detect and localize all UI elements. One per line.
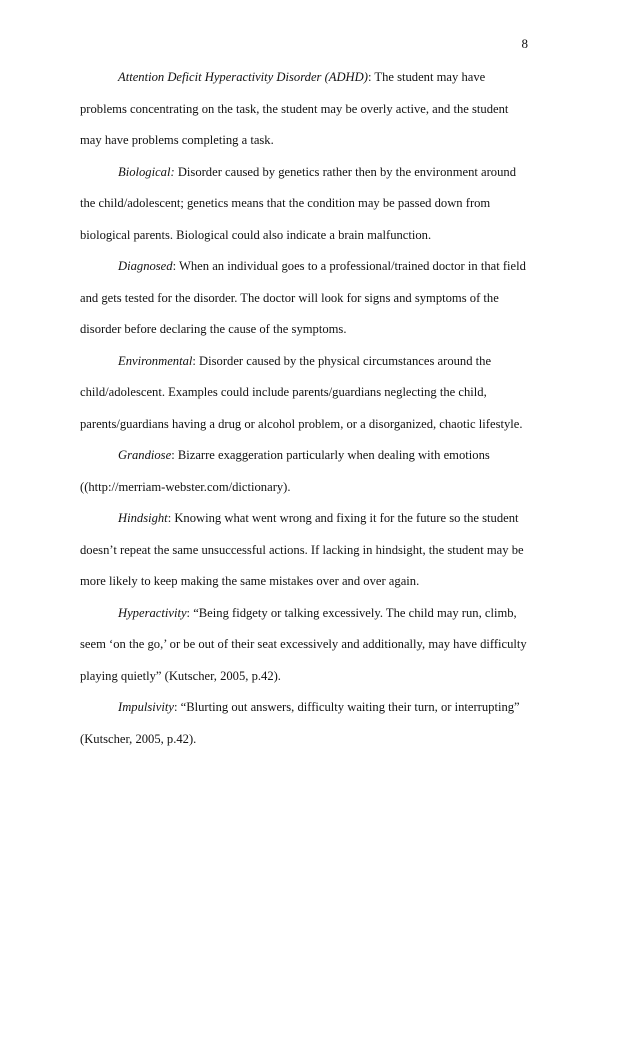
glossary-definition: The student may have problems concentrating on the task, the student may be overly active, and the student may have problems completing a task.: [80, 70, 509, 147]
glossary-term: Hindsight: [118, 511, 168, 525]
glossary-entry-hyperactivity: [80, 598, 530, 693]
term-separator: :: [167, 511, 172, 525]
glossary-term: Biological:: [118, 164, 175, 179]
glossary-term: Environmental: [118, 353, 193, 368]
glossary-entry-impulsivity: [80, 692, 530, 755]
term-separator: :: [172, 259, 177, 273]
glossary-definition: “Blurting out answers, difficulty waiting their turn, or interrupting” (Kutscher, 2005, p.42).: [80, 700, 520, 746]
glossary-entry-biological: [80, 157, 530, 252]
term-separator: :: [192, 353, 196, 368]
glossary-term: Grandiose: [118, 448, 172, 462]
glossary-definition: Disorder caused by genetics rather then by the environment around the child/adolescent; genetics means that the condition may be passed down from biological parents. Biological could also indicate a brain malfunction.: [80, 164, 516, 242]
glossary-term: Attention Deficit Hyperactivity Disorder (ADHD): [118, 70, 368, 84]
glossary-body: [80, 62, 530, 755]
term-separator: :: [171, 448, 175, 462]
glossary-term: Diagnosed: [118, 259, 173, 273]
glossary-definition: Knowing what went wrong and fixing it for the future so the student doesn’t repeat the same unsuccessful actions. If lacking in hindsight, the student may be more likely to keep making the same mistakes over and over again.: [80, 511, 524, 588]
glossary-entry-adhd: [80, 62, 530, 157]
term-separator: :: [367, 70, 375, 84]
glossary-entry-diagnosed: [80, 251, 530, 346]
glossary-definition: Bizarre exaggeration particularly when dealing with emotions ((http://merriam-webster.com/dictionary).: [80, 448, 490, 494]
glossary-term: Impulsivity: [118, 700, 174, 714]
page-number: 8: [521, 36, 528, 51]
glossary-definition: “Being fidgety or talking excessively. The child may run, climb, seem ‘on the go,’ or be out of their seat excessively and additionally, may have difficulty playing quietly” (Kutscher, 2005, p.42).: [80, 605, 527, 683]
glossary-entry-grandiose: [80, 440, 530, 503]
glossary-definition: Disorder caused by the physical circumstances around the child/adolescent. Examples could include parents/guardians neglecting the child, parents/guardians having a drug or alcohol problem, or a disorganized, chaotic lifestyle.: [80, 353, 523, 431]
glossary-entry-hindsight: [80, 503, 530, 598]
term-separator: :: [186, 605, 191, 620]
glossary-term: Hyperactivity: [118, 605, 187, 620]
glossary-entry-environmental: [80, 346, 530, 441]
term-separator: :: [173, 700, 178, 714]
glossary-definition: When an individual goes to a professional/trained doctor in that field and gets tested for the disorder. The doctor will look for signs and symptoms of the disorder before declaring the cause of the symptoms.: [80, 259, 526, 336]
